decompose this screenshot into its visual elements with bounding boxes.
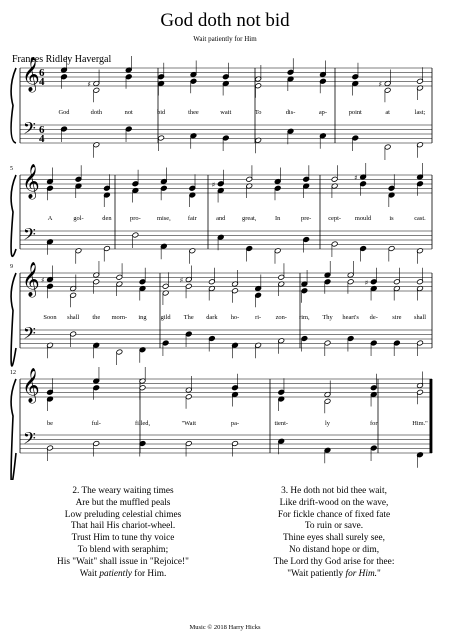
verse-line: Are but the muffled peals	[75, 497, 171, 508]
lyric-syllable: sire	[392, 314, 402, 321]
lyric-syllable: tient-	[274, 420, 288, 427]
lyric-syllable: cept-	[328, 215, 342, 222]
lyric-syllable: be	[46, 420, 54, 427]
sharp-icon: ♯	[354, 174, 358, 182]
lyric-syllable: pa-	[230, 420, 240, 427]
verse-line: 3. He doth not bid thee wait,	[281, 486, 387, 496]
lyric-syllable: pro-	[130, 215, 141, 222]
bass-clef-icon: 𝄢	[23, 224, 36, 248]
verse-line: No distand hope or dim,	[288, 544, 380, 555]
lyric-syllable: shall	[67, 314, 80, 321]
verse-2	[24, 486, 222, 580]
verse-emphasis: patiently	[99, 568, 132, 579]
verse-emphasis: for Him.	[345, 568, 377, 579]
lyric-syllable: dark	[206, 314, 218, 321]
lyric-syllable: heart's	[342, 314, 359, 321]
treble-clef-icon: 𝄞	[22, 164, 40, 199]
verse-line: That hail His chariot-wheel.	[70, 521, 176, 532]
lyric-syllable: ap-	[318, 109, 327, 116]
verse-line: Trust Him to tune thy voice	[71, 533, 175, 544]
verse-3	[236, 486, 432, 580]
brace	[11, 273, 16, 366]
lyric-syllable: is	[389, 215, 394, 222]
composer-credit: Frances Ridley Havergal	[12, 54, 112, 65]
lyric-syllable: ri-	[255, 314, 262, 321]
measure-number: 9	[10, 264, 13, 270]
sharp-icon: ♯	[87, 80, 91, 89]
lyric-syllable: ho-	[230, 314, 240, 321]
lyric-syllable: "Wait	[181, 420, 197, 427]
system-4	[10, 367, 432, 480]
subtitle: Wait patiently for Him	[193, 35, 257, 43]
bass-clef-icon: 𝄢	[23, 323, 36, 347]
sharp-icon: ♯	[179, 276, 184, 285]
verse-line: Low preluding celestial chimes	[64, 509, 182, 520]
treble-clef-icon: 𝄞	[22, 262, 40, 297]
verse-line: His "Wait" shall issue in "Rejoice!"	[57, 556, 189, 567]
lyric-syllable: shall	[413, 314, 427, 321]
system-2	[10, 163, 432, 264]
time-signature-numerator: 6	[39, 67, 45, 79]
time-signature-denominator: 4	[39, 133, 45, 145]
lyric-syllable: Him."	[412, 420, 428, 427]
time-signature-denominator: 4	[39, 76, 45, 88]
final-barline	[430, 379, 433, 453]
brace	[11, 175, 16, 256]
time-signature-numerator: 6	[39, 124, 45, 136]
system-1	[11, 56, 432, 160]
lyric-syllable: filled,	[134, 420, 151, 427]
lyric-syllable: the	[92, 314, 101, 321]
bass-clef-icon: 𝄢	[23, 428, 36, 452]
treble-clef-icon: 𝄞	[22, 57, 40, 92]
lyric-syllable: great,	[242, 215, 257, 222]
brace	[11, 379, 16, 480]
lyric-syllable: A	[47, 215, 53, 222]
lyric-syllable: mould	[354, 215, 372, 222]
lyric-syllable: dis-	[285, 109, 296, 116]
lyric-syllable: doth	[90, 109, 103, 116]
lyric-syllable: ing	[138, 314, 147, 321]
copyright-notice: Music © 2018 Harry Hicks	[189, 624, 261, 631]
lyric-syllable: for	[370, 420, 378, 427]
lyric-syllable: gol-	[73, 215, 84, 222]
lyric-syllable: bid	[157, 109, 166, 116]
verse-line: Like drift-wood on the wave,	[279, 497, 389, 508]
lyric-syllable: The	[183, 314, 194, 321]
lyric-syllable: point	[348, 109, 362, 116]
lyric-syllable: In	[275, 215, 281, 222]
lyric-syllable: cast.	[414, 215, 426, 222]
lyric-syllable: fair	[187, 215, 197, 222]
system-3	[10, 261, 432, 366]
verse-line: To ruin or save.	[304, 521, 364, 532]
measure-number: 5	[10, 166, 13, 172]
verse-line: To blend with seraphim;	[77, 544, 169, 555]
verse-line: For fickle chance of fixed fate	[277, 509, 391, 520]
verse-line: 2. The weary waiting times	[72, 486, 174, 496]
sharp-icon: ♯	[41, 276, 45, 285]
verse-line: "Wait patiently for Him."	[287, 568, 381, 579]
sharp-icon: ♯	[378, 80, 383, 89]
measure-number: 12	[10, 370, 16, 376]
lyric-syllable: morn-	[111, 314, 128, 321]
lyric-syllable: and	[216, 215, 226, 222]
lyric-syllable: den	[102, 215, 112, 222]
lyric-syllable: ful-	[91, 420, 101, 427]
lyric-syllable: pre-	[301, 215, 312, 222]
lyric-syllable: ly	[325, 420, 330, 427]
sharp-icon: ♯	[211, 180, 216, 189]
treble-clef-icon: 𝄞	[22, 368, 40, 403]
lyric-syllable: Thy	[322, 314, 333, 321]
verse-line: The Lord thy God arise for thee:	[273, 556, 395, 567]
lyric-syllable: Soon	[43, 314, 57, 321]
lyric-syllable: thee	[188, 109, 199, 116]
lyric-syllable: gild	[160, 314, 171, 321]
lyric-syllable: de-	[369, 314, 378, 321]
brace	[11, 68, 16, 143]
lyric-syllable: God	[58, 109, 70, 116]
lyric-syllable: not	[124, 109, 133, 116]
lyric-syllable: at	[385, 109, 390, 116]
lyric-syllable: zon-	[275, 314, 287, 321]
lyric-syllable: last;	[414, 109, 426, 116]
page-title: God doth not bid	[160, 10, 290, 31]
verse-line: Wait patiently for Him.	[79, 568, 167, 579]
lyric-syllable: rim,	[299, 314, 310, 321]
bass-clef-icon: 𝄢	[23, 118, 36, 142]
lyric-syllable: To	[254, 109, 262, 116]
lyric-syllable: mise,	[157, 215, 171, 222]
verse-line: Thine eyes shall surely see,	[283, 533, 385, 544]
lyric-syllable: wait	[220, 109, 232, 116]
sharp-icon: ♯	[364, 278, 369, 287]
